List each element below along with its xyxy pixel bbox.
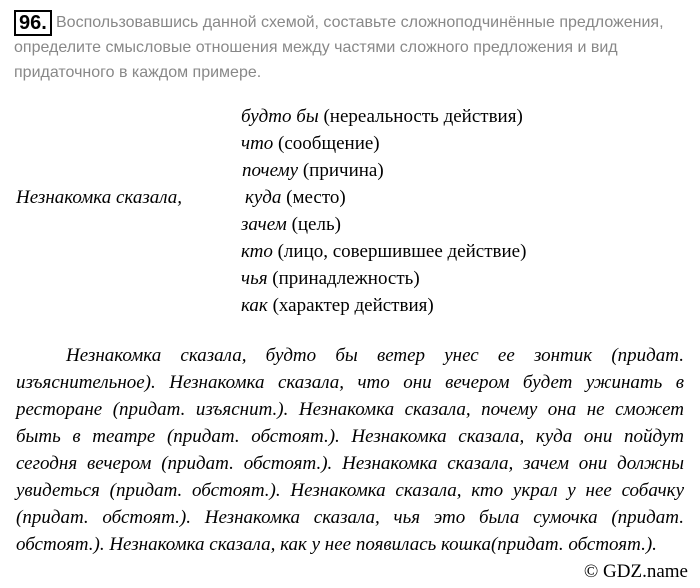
task-text: Воспользовавшись данной схемой, составьте сложноподчинённые предложения, определите смысловые отношения между частями сложного предложения и вид придаточного в каждом примере.: [14, 14, 664, 81]
conjunction: зачем: [241, 214, 287, 235]
meaning: (принадлежность): [272, 268, 420, 289]
meaning: (цель): [291, 214, 341, 235]
scheme-option: [241, 238, 526, 265]
scheme-option: [245, 184, 526, 211]
conjunction: как: [241, 295, 268, 316]
meaning: (сообщение): [278, 133, 380, 154]
conjunction: чья: [241, 268, 268, 289]
conjunction: что: [241, 133, 274, 154]
conjunction: почему: [242, 160, 299, 181]
scheme-option: [241, 265, 526, 292]
scheme-option: [241, 103, 526, 130]
meaning: (характер действия): [272, 295, 434, 316]
scheme-intro: Незнакомка сказала,: [16, 187, 182, 208]
scheme-option: [241, 292, 526, 319]
scheme-option: [241, 130, 526, 157]
meaning: (лицо, совершившее действие): [277, 241, 527, 262]
scheme-option: [242, 157, 526, 184]
conjunction: куда: [245, 187, 282, 208]
conjunction: кто: [241, 241, 273, 262]
meaning: (место): [286, 187, 346, 208]
answer-paragraph: Незнакомка сказала, будто бы ветер унес ее зонтик (придат. изъяснительное). Незнакомка сказала, что они вечером будет ужинать в ресторане (придат. изъяснит.). Незнакомка сказала, почему она не сможет быть в театре (придат. обстоят.). Незнакомка сказала, куда они пойдут сегодня вечером (придат. обстоят.). Незнакомка сказала, зачем они должны увидеться (придат. обстоят.). Незнакомка сказала, кто украл у нее собачку (придат. обстоят.). Незнакомка сказала, чья это была сумочка (придат. обстоят.). Незнакомка сказала, как у нее появилась кошка(придат. обстоят.).: [16, 345, 684, 555]
watermark: © GDZ.name: [583, 561, 688, 582]
scheme-options: [241, 103, 526, 319]
task-number: 96.: [14, 10, 52, 36]
scheme-option: [241, 211, 526, 238]
meaning: (нереальность действия): [323, 106, 523, 127]
conjunction: будто бы: [241, 106, 319, 127]
meaning: (причина): [302, 160, 384, 181]
